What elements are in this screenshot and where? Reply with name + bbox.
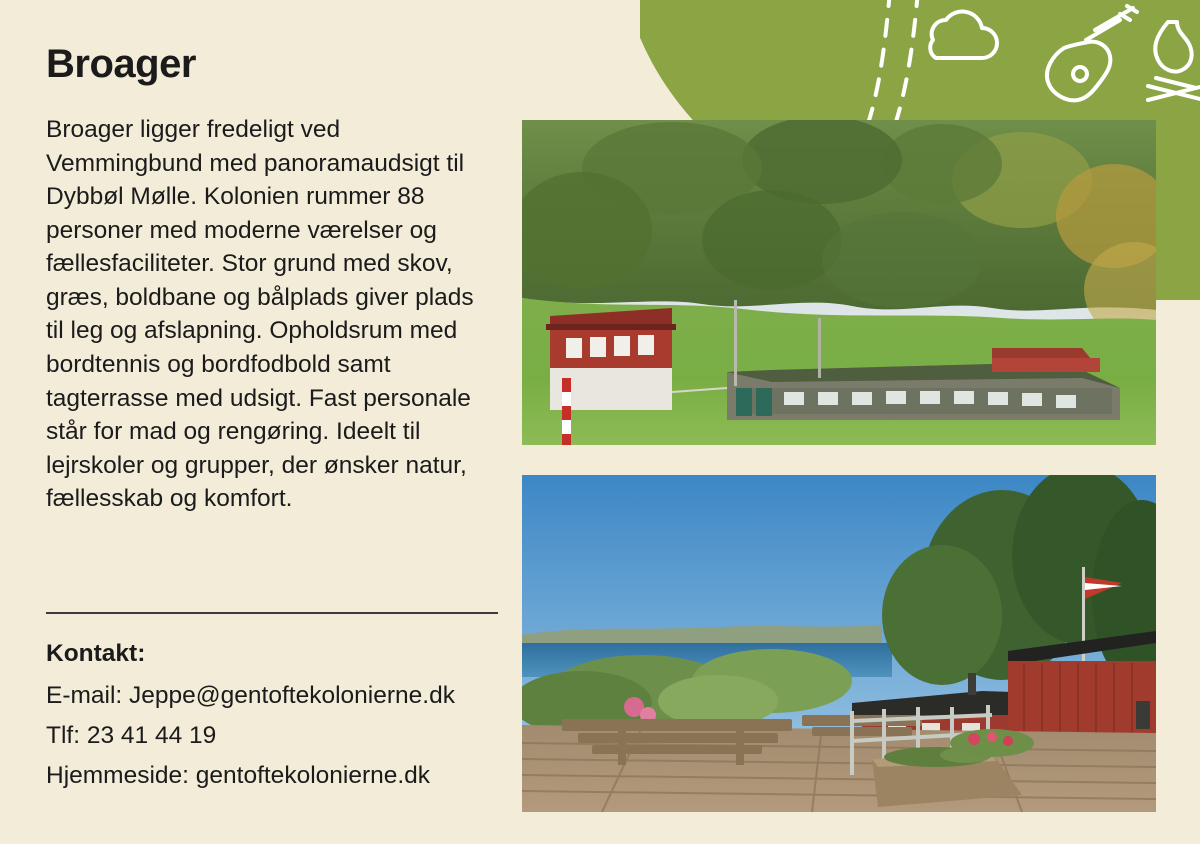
striped-pole xyxy=(562,378,571,445)
contact-phone[interactable]: Tlf: 23 41 44 19 xyxy=(46,722,217,749)
page-title: Broager xyxy=(46,42,196,86)
cloud-icon xyxy=(930,12,997,58)
flower-bed xyxy=(950,729,1034,757)
description-paragraph: Broager ligger fredeligt ved Vemmingbund med panoramaudsigt til Dybbøl Mølle. Kolonien rummer 88 personer med moderne værelser og fællesfaciliteter. Stor grund med skov, græs, boldbane og bålplads giver plads til leg og afslapning. Opholdsrum med bordtennis og bordfodbold samt tagterrasse med udsigt. Fast personale står for mad og rengøring. Ideelt til lejrskoler og grupper, der ønsker natur, fællesskab og komfort. xyxy=(46,116,474,513)
text-column xyxy=(46,42,516,516)
campfire-icon xyxy=(1148,22,1200,100)
contact-divider xyxy=(46,612,498,614)
contact-email[interactable]: E-mail: Jeppe@gentoftekolonierne.dk xyxy=(46,682,455,709)
guitar-icon xyxy=(1047,6,1137,100)
contact-website[interactable]: Hjemmeside: gentoftekolonierne.dk xyxy=(46,762,431,789)
photo-colony-exterior-image xyxy=(522,120,1156,445)
contact-section xyxy=(46,612,506,802)
contact-heading: Kontakt: xyxy=(46,640,146,667)
photo-roof-terrace-image xyxy=(522,475,1156,812)
photo-colony-exterior xyxy=(522,120,1156,445)
photo-roof-terrace xyxy=(522,475,1156,812)
